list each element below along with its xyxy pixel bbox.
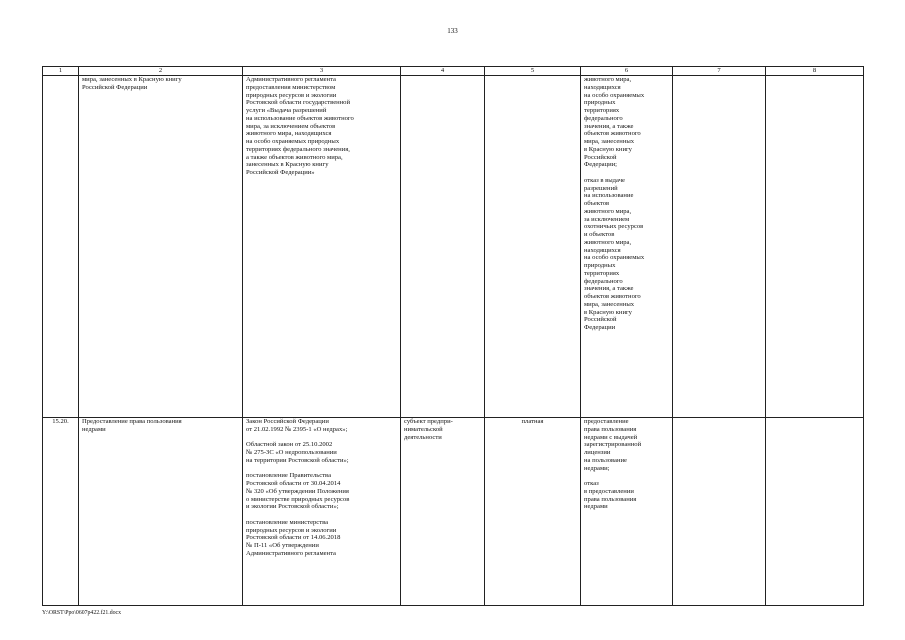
column-number: 7 (673, 67, 766, 76)
column-number: 2 (79, 67, 243, 76)
service-number-cell: 15.20. (43, 418, 79, 606)
fee-cell (485, 76, 581, 418)
table-row (43, 418, 864, 606)
file-path-footer: Y:\ORST\Ppo\0607p422.f21.docx (42, 610, 122, 616)
legal-basis-cell: Административного регламента предоставления министерством природных ресурсов и экологии Ростовской области государственной услуги «Выдача разрешений на использование объектов животного мира, за исключением объектов животного мира, находящихся на особо охраняемых природных территориях федерального значения, а также объектов животного мира, занесенных в Красную книгу Российской Федерации» (243, 76, 401, 418)
column-number-row (43, 67, 864, 76)
table-row (43, 76, 864, 418)
column-number: 4 (401, 67, 485, 76)
recipient-cell (401, 76, 485, 418)
services-table (42, 66, 864, 606)
column-number: 5 (485, 67, 581, 76)
column-8-cell (766, 76, 864, 418)
result-cell: предоставление права пользования недрами с выдачей зарегистрированной лицензии на пользование недрами; отказ в предоставлении права пользования недрами (581, 418, 673, 606)
fee-cell: платная (485, 418, 581, 606)
page-number: 133 (447, 27, 458, 35)
recipient-cell: субъект предпри- нимательской деятельности (401, 418, 485, 606)
result-cell: животного мира, находящихся на особо охраняемых природных территориях федерального значения, а также объектов животного мира, занесенных в Красную книгу Российской Федерации; отказ в выдаче разрешений на использование объектов животного мира, за исключением охотничьих ресурсов и объектов животного мира, находящихся на особо охраняемых природных территориях федерального значения, а также объектов животного мира, занесенных в Красную книгу Российской Федерации (581, 76, 673, 418)
service-number-cell (43, 76, 79, 418)
column-number: 3 (243, 67, 401, 76)
column-8-cell (766, 418, 864, 606)
column-7-cell (673, 418, 766, 606)
column-number: 6 (581, 67, 673, 76)
column-number: 8 (766, 67, 864, 76)
service-name-cell: мира, занесенных в Красную книгу Российской Федерации (79, 76, 243, 418)
column-number: 1 (43, 67, 79, 76)
column-7-cell (673, 76, 766, 418)
legal-basis-cell: Закон Российской Федерации от 21.02.1992 № 2395-1 «О недрах»; Областной закон от 25.10.2002 № 275-ЗС «О недропользовании на территории Ростовской области»; постановление Правительства Ростовской области от 30.04.2014 № 320 «Об утверждении Положения о министерстве природных ресурсов и экологии Ростовской области»; постановление министерства природных ресурсов и экологии Ростовской области от 14.06.2018 № П-11 «Об утверждении Административного регламента (243, 418, 401, 606)
service-name-cell: Предоставление права пользования недрами (79, 418, 243, 606)
